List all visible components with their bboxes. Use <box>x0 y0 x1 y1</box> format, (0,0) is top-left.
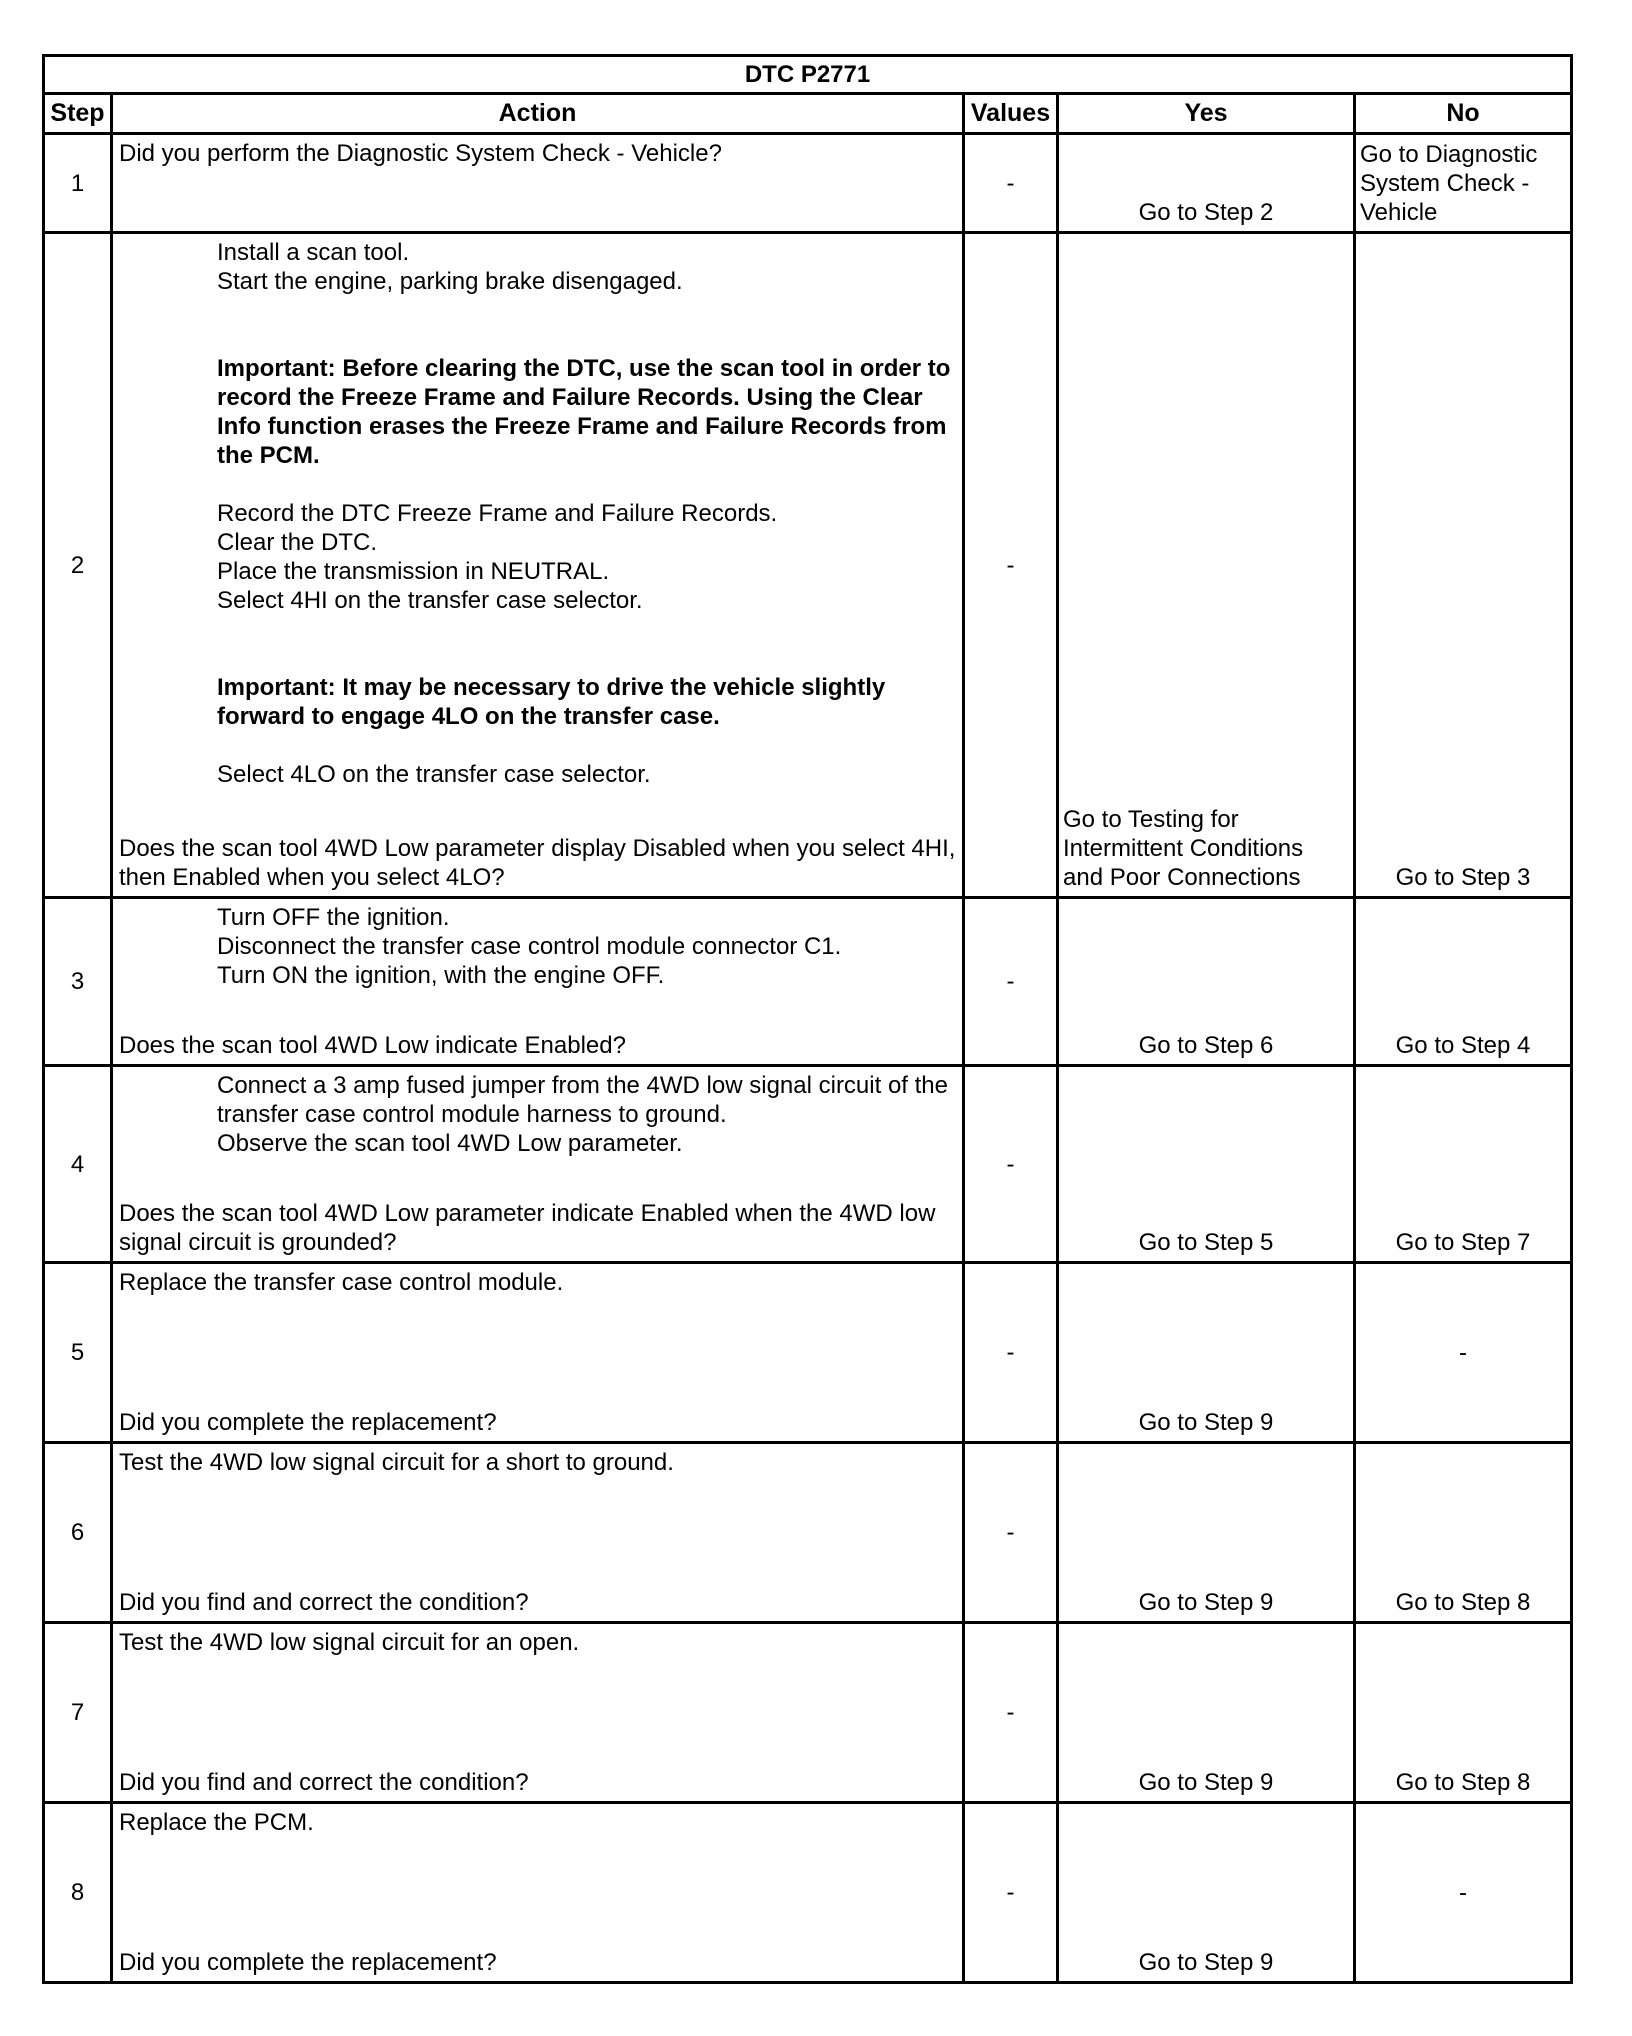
step-number: 5 <box>44 1263 112 1443</box>
no-value: - <box>1459 1879 1468 1906</box>
action-steps <box>119 1071 958 1158</box>
action-step: Install a scan tool. <box>217 239 410 266</box>
no-link[interactable]: Go to Diagnostic System Check - Vehicle <box>1360 141 1538 226</box>
step-number: 1 <box>44 134 112 233</box>
action-step: Place the transmission in NEUTRAL. <box>217 558 610 585</box>
action-steps <box>119 499 958 615</box>
action-cell <box>112 1803 964 1983</box>
yes-cell <box>1058 134 1355 233</box>
no-cell <box>1355 1623 1572 1803</box>
values-cell: - <box>964 233 1058 898</box>
action-step: Turn ON the ignition, with the engine OFF. <box>217 962 665 989</box>
yes-link[interactable]: Go to Step 9 <box>1138 1589 1274 1616</box>
action-text: Test the 4WD low signal circuit for an open. <box>119 1629 580 1656</box>
action-question: Did you find and correct the condition? <box>119 1589 529 1616</box>
action-step: Connect a 3 amp fused jumper from the 4WD low signal circuit of the transfer case control module harness to ground. <box>217 1072 948 1128</box>
values-cell: - <box>964 1066 1058 1263</box>
yes-cell <box>1058 1263 1355 1443</box>
action-cell <box>112 1263 964 1443</box>
yes-cell <box>1058 1803 1355 1983</box>
yes-link[interactable]: Go to Step 9 <box>1138 1949 1274 1976</box>
action-text: Replace the PCM. <box>119 1809 314 1836</box>
yes-link[interactable]: Go to Step 6 <box>1138 1032 1274 1059</box>
header-step: Step <box>44 94 112 134</box>
no-link[interactable]: Go to Step 7 <box>1395 1229 1531 1256</box>
yes-cell <box>1058 898 1355 1066</box>
no-link[interactable]: Go to Step 4 <box>1395 1032 1531 1059</box>
action-step: Turn OFF the ignition. <box>217 904 450 931</box>
header-values: Values <box>964 94 1058 134</box>
yes-link[interactable]: Go to Testing for Intermittent Conditions and Poor Connections <box>1063 806 1304 891</box>
step-number: 4 <box>44 1066 112 1263</box>
no-cell <box>1355 1803 1572 1983</box>
yes-cell <box>1058 233 1355 898</box>
action-question: Does the scan tool 4WD Low parameter display Disabled when you select 4HI, then Enabled when you select 4LO? <box>119 835 956 891</box>
values-cell: - <box>964 1803 1058 1983</box>
yes-link[interactable]: Go to Step 9 <box>1138 1409 1274 1436</box>
action-step: Record the DTC Freeze Frame and Failure Records. <box>217 500 778 527</box>
yes-link[interactable]: Go to Step 9 <box>1138 1769 1274 1796</box>
step-number: 7 <box>44 1623 112 1803</box>
action-cell <box>112 233 964 898</box>
table-row <box>44 1803 1572 1983</box>
step-number: 8 <box>44 1803 112 1983</box>
table-row <box>44 1066 1572 1263</box>
values-cell: - <box>964 1623 1058 1803</box>
no-cell <box>1355 898 1572 1066</box>
action-question: Does the scan tool 4WD Low parameter indicate Enabled when the 4WD low signal circuit is grounded? <box>119 1200 936 1256</box>
action-question: Did you perform the Diagnostic System Check - Vehicle? <box>119 140 722 167</box>
action-question: Did you complete the replacement? <box>119 1409 497 1436</box>
table-row <box>44 1623 1572 1803</box>
yes-cell <box>1058 1623 1355 1803</box>
no-cell <box>1355 233 1572 898</box>
action-cell <box>112 134 964 233</box>
action-question: Did you complete the replacement? <box>119 1949 497 1976</box>
no-link[interactable]: Go to Step 3 <box>1395 864 1531 891</box>
yes-link[interactable]: Go to Step 5 <box>1138 1229 1274 1256</box>
no-cell <box>1355 1066 1572 1263</box>
values-cell: - <box>964 1443 1058 1623</box>
header-action: Action <box>112 94 964 134</box>
action-cell <box>112 898 964 1066</box>
action-text: Test the 4WD low signal circuit for a short to ground. <box>119 1449 674 1476</box>
no-cell <box>1355 1443 1572 1623</box>
table-title: DTC P2771 <box>44 56 1572 94</box>
action-question: Did you find and correct the condition? <box>119 1769 529 1796</box>
action-text: Replace the transfer case control module. <box>119 1269 564 1296</box>
table-row <box>44 898 1572 1066</box>
yes-link[interactable]: Go to Step 2 <box>1138 199 1274 226</box>
action-steps <box>119 760 958 789</box>
table-row <box>44 1263 1572 1443</box>
important-note: Important: Before clearing the DTC, use the scan tool in order to record the Freeze Frame and Failure Records. Using the Clear Info function erases the Freeze Frame and Failure Records from the PCM. <box>217 355 951 469</box>
table-row <box>44 134 1572 233</box>
action-cell <box>112 1623 964 1803</box>
values-cell: - <box>964 1263 1058 1443</box>
header-no: No <box>1355 94 1572 134</box>
action-step: Select 4LO on the transfer case selector. <box>217 761 651 788</box>
action-cell <box>112 1066 964 1263</box>
values-cell: - <box>964 898 1058 1066</box>
action-question: Does the scan tool 4WD Low indicate Enabled? <box>119 1032 626 1059</box>
action-step: Select 4HI on the transfer case selector. <box>217 587 643 614</box>
step-number: 2 <box>44 233 112 898</box>
action-steps <box>119 903 958 990</box>
yes-cell <box>1058 1443 1355 1623</box>
no-cell <box>1355 1263 1572 1443</box>
no-value: - <box>1459 1339 1468 1366</box>
action-step: Observe the scan tool 4WD Low parameter. <box>217 1130 683 1157</box>
no-cell <box>1355 134 1572 233</box>
no-link[interactable]: Go to Step 8 <box>1395 1769 1531 1796</box>
step-number: 3 <box>44 898 112 1066</box>
action-steps <box>119 238 958 296</box>
action-step: Start the engine, parking brake disengaged. <box>217 268 683 295</box>
header-yes: Yes <box>1058 94 1355 134</box>
action-step: Clear the DTC. <box>217 529 378 556</box>
table-row <box>44 1443 1572 1623</box>
table-row <box>44 233 1572 898</box>
values-cell: - <box>964 134 1058 233</box>
important-note: Important: It may be necessary to drive the vehicle slightly forward to engage 4LO on the transfer case. <box>217 674 886 730</box>
step-number: 6 <box>44 1443 112 1623</box>
no-link[interactable]: Go to Step 8 <box>1395 1589 1531 1616</box>
action-cell <box>112 1443 964 1623</box>
action-step: Disconnect the transfer case control module connector C1. <box>217 933 842 960</box>
dtc-table <box>42 54 1573 1984</box>
yes-cell <box>1058 1066 1355 1263</box>
